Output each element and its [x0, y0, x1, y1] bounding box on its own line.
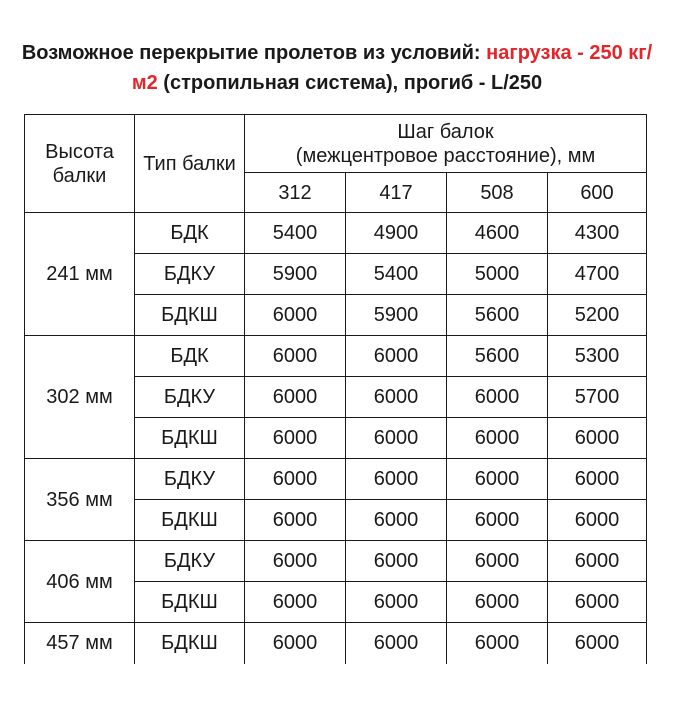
beam-type-cell: БДКШ [135, 623, 245, 664]
span-value-cell: 6000 [245, 377, 346, 418]
header-step-value: 312 [245, 173, 346, 213]
span-value-cell: 5900 [346, 295, 447, 336]
beam-type-cell: БДК [135, 213, 245, 254]
title-part-1: Возможное перекрытие пролетов из условий: [21, 42, 487, 64]
span-value-cell: 6000 [447, 377, 548, 418]
header-beam-type: Тип балки [135, 115, 245, 213]
span-value-cell: 6000 [447, 541, 548, 582]
beam-type-cell: БДКУ [135, 377, 245, 418]
span-value-cell: 6000 [346, 459, 447, 500]
span-value-cell: 6000 [447, 623, 548, 664]
span-value-cell: 6000 [447, 500, 548, 541]
beam-height-cell: 356 мм [25, 459, 135, 541]
span-value-cell: 5900 [245, 254, 346, 295]
span-value-cell: 6000 [447, 459, 548, 500]
header-beam-height: Высота балки [25, 115, 135, 213]
span-value-cell: 4600 [447, 213, 548, 254]
span-table [24, 114, 647, 664]
span-value-cell: 5300 [548, 336, 647, 377]
span-value-cell: 4300 [548, 213, 647, 254]
span-value-cell: 6000 [346, 336, 447, 377]
beam-type-cell: БДК [135, 336, 245, 377]
span-value-cell: 4900 [346, 213, 447, 254]
span-value-cell: 6000 [245, 500, 346, 541]
table-row [25, 213, 647, 254]
span-value-cell: 6000 [346, 500, 447, 541]
beam-height-cell: 241 мм [25, 213, 135, 336]
beam-type-cell: БДКШ [135, 418, 245, 459]
header-step-value: 600 [548, 173, 647, 213]
header-step-value: 417 [346, 173, 447, 213]
span-value-cell: 5000 [447, 254, 548, 295]
span-value-cell: 5700 [548, 377, 647, 418]
title-load-highlight: нагрузка - 250 кг/м2 [131, 42, 653, 94]
beam-height-cell: 302 мм [25, 336, 135, 459]
span-value-cell: 5200 [548, 295, 647, 336]
span-value-cell: 5600 [447, 295, 548, 336]
span-value-cell: 6000 [245, 459, 346, 500]
span-value-cell: 5400 [245, 213, 346, 254]
header-step-subtitle: (межцентровое расстояние), мм [295, 144, 596, 167]
span-value-cell: 5600 [447, 336, 548, 377]
span-value-cell: 6000 [245, 623, 346, 664]
span-value-cell: 6000 [447, 418, 548, 459]
header-step-title: Шаг балок [397, 120, 494, 143]
span-value-cell: 6000 [245, 418, 346, 459]
span-value-cell: 6000 [245, 541, 346, 582]
span-value-cell: 6000 [245, 295, 346, 336]
header-beam-step [245, 115, 647, 173]
span-value-cell: 6000 [548, 541, 647, 582]
table-row [25, 623, 647, 664]
table-row [25, 541, 647, 582]
table-row [25, 459, 647, 500]
beam-type-cell: БДКУ [135, 541, 245, 582]
span-value-cell: 6000 [548, 459, 647, 500]
span-value-cell: 6000 [447, 582, 548, 623]
beam-type-cell: БДКШ [135, 500, 245, 541]
span-value-cell: 6000 [548, 500, 647, 541]
header-step-value: 508 [447, 173, 548, 213]
beam-type-cell: БДКШ [135, 582, 245, 623]
span-value-cell: 6000 [548, 582, 647, 623]
beam-height-cell: 457 мм [25, 623, 135, 664]
title-part-3: (стропильная система), прогиб - L/250 [157, 72, 543, 94]
beam-type-cell: БДКШ [135, 295, 245, 336]
span-value-cell: 6000 [346, 418, 447, 459]
span-value-cell: 6000 [346, 623, 447, 664]
span-value-cell: 6000 [346, 582, 447, 623]
span-value-cell: 6000 [548, 418, 647, 459]
beam-type-cell: БДКУ [135, 254, 245, 295]
beam-type-cell: БДКУ [135, 459, 245, 500]
beam-height-cell: 406 мм [25, 541, 135, 623]
table-row [25, 336, 647, 377]
span-table-body [25, 115, 647, 664]
header-row [25, 115, 647, 173]
span-value-cell: 6000 [245, 336, 346, 377]
span-value-cell: 6000 [548, 623, 647, 664]
span-value-cell: 4700 [548, 254, 647, 295]
page-title [20, 38, 654, 98]
span-value-cell: 5400 [346, 254, 447, 295]
span-value-cell: 6000 [346, 377, 447, 418]
span-value-cell: 6000 [346, 541, 447, 582]
span-value-cell: 6000 [245, 582, 346, 623]
